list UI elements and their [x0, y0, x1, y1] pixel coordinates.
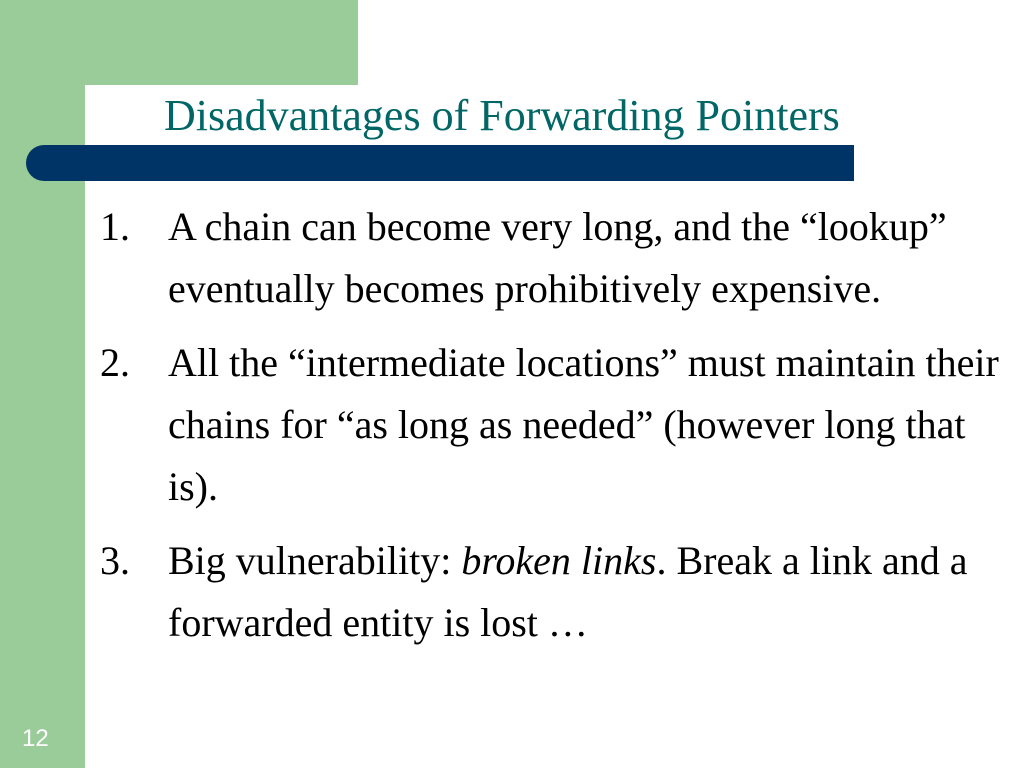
bullet-list: [100, 196, 1000, 666]
item-number: 1.: [100, 204, 130, 249]
item-text: A chain can become very long, and the “lookup” eventually becomes prohibitively expensive.: [168, 204, 947, 311]
item-number: 2.: [100, 340, 130, 385]
item-text-start: Big vulnerability:: [168, 538, 462, 583]
list-item: [100, 196, 1000, 320]
top-band: [0, 0, 358, 85]
list-item: [100, 332, 1000, 518]
slide-title: Disadvantages of Forwarding Pointers: [164, 91, 840, 140]
item-text-end: . Break a link and a forwarded entity is lost …: [168, 538, 968, 645]
sidebar-band: [0, 0, 85, 768]
item-number: 3.: [100, 538, 130, 583]
item-text: All the “intermediate locations” must maintain their chains for “as long as needed” (however long that is).: [168, 340, 999, 509]
item-text: [168, 530, 1000, 654]
page-number: 12: [22, 725, 49, 752]
title-underline-bar: [26, 145, 854, 181]
item-text-emphasis: broken links: [461, 538, 657, 583]
list-item: [100, 530, 1000, 654]
